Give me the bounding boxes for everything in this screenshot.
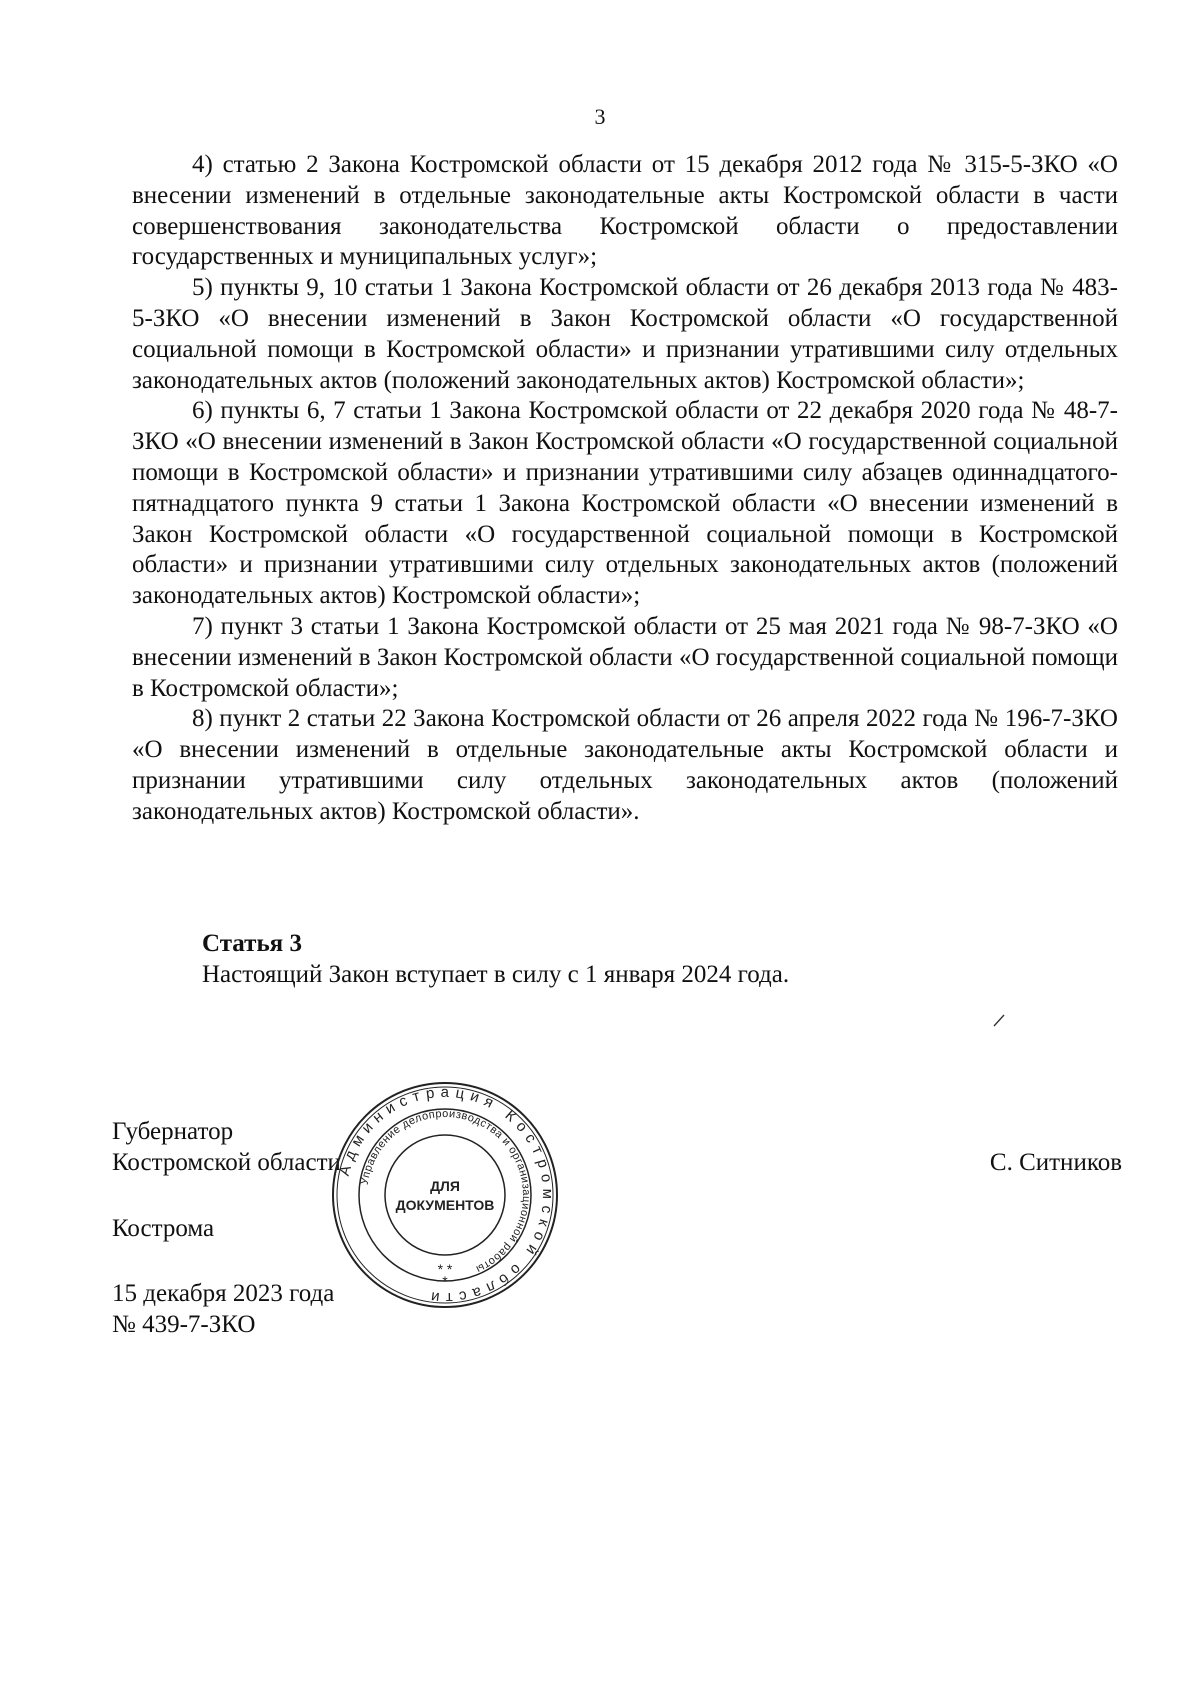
signer-name: С. Ситников xyxy=(989,1149,1122,1176)
paragraph-7: 7) пункт 3 статьи 1 Закона Костромской области от 25 мая 2021 года № 98-7-ЗКО «О внесении изменений в Закон Костромской области «О государственной социальной помощи в Костромской области»; xyxy=(132,612,1118,702)
signing-city: Кострома xyxy=(112,1215,215,1242)
law-body xyxy=(132,150,1118,828)
paragraph-5: 5) пункты 9, 10 статьи 1 Закона Костромской области от 26 декабря 2013 года № 483-5-ЗКО «О внесении изменений в Закон Костромской области «О государственной социальной помощи в Костромской области» и признании утратившими силу отдельных законодательных актов (положений законодательных актов) Костромской области»; xyxy=(132,274,1118,394)
law-number: № 439-7-ЗКО xyxy=(112,1311,256,1338)
governor-title: Губернатор xyxy=(112,1118,234,1145)
article-3 xyxy=(202,928,1102,990)
seal-star-icon: * * xyxy=(437,1261,453,1277)
official-seal xyxy=(330,1080,560,1310)
seal-inner-text: Управление делопроизводства и организационной работы xyxy=(358,1107,533,1276)
governor-region: Костромской области xyxy=(112,1149,341,1176)
pen-mark xyxy=(990,1010,1010,1030)
article-title: Статья 3 xyxy=(202,930,302,957)
paragraph-8: 8) пункт 2 статьи 22 Закона Костромской области от 26 апреля 2022 года № 196-7-ЗКО «О внесении изменений в отдельные законодательные акты Костромской области и признании утратившими силу отдельных законодательных актов (положений законодательных актов) Костромской области». xyxy=(132,705,1118,825)
seal-star-icon: * xyxy=(442,1273,448,1289)
article-text: Настоящий Закон вступает в силу с 1 января 2024 года. xyxy=(202,961,790,988)
paragraph-6: 6) пункты 6, 7 статьи 1 Закона Костромской области от 22 декабря 2020 года № 48-7-ЗКО «О внесении изменений в Закон Костромской области «О государственной социальной помощи в Костромской области» и признании утратившими силу абзацев одиннадцатого-пятнадцатого пункта 9 статьи 1 Закона Костромской области «О внесении изменений в Закон Костромской области «О государственной социальной помощи в Костромской области» и признании утратившими силу отдельных законодательных актов (положений законодательных актов) Костромской области»; xyxy=(132,397,1118,610)
seal-outer-text: Администрация Костромской области xyxy=(335,1083,557,1307)
seal-center-line2: ДОКУМЕНТОВ xyxy=(395,1197,495,1213)
seal-center-line1: ДЛЯ xyxy=(430,1178,460,1194)
page-number: 3 xyxy=(594,104,606,129)
paragraph-4: 4) статью 2 Закона Костромской области от 15 декабря 2012 года № 315-5-ЗКО «О внесении изменений в отдельные законодательные акты Костромской области в части совершенствования законодательства Костромской области о предоставлении государственных и муниципальных услуг»; xyxy=(132,151,1118,271)
signing-date: 15 декабря 2023 года xyxy=(112,1280,335,1307)
